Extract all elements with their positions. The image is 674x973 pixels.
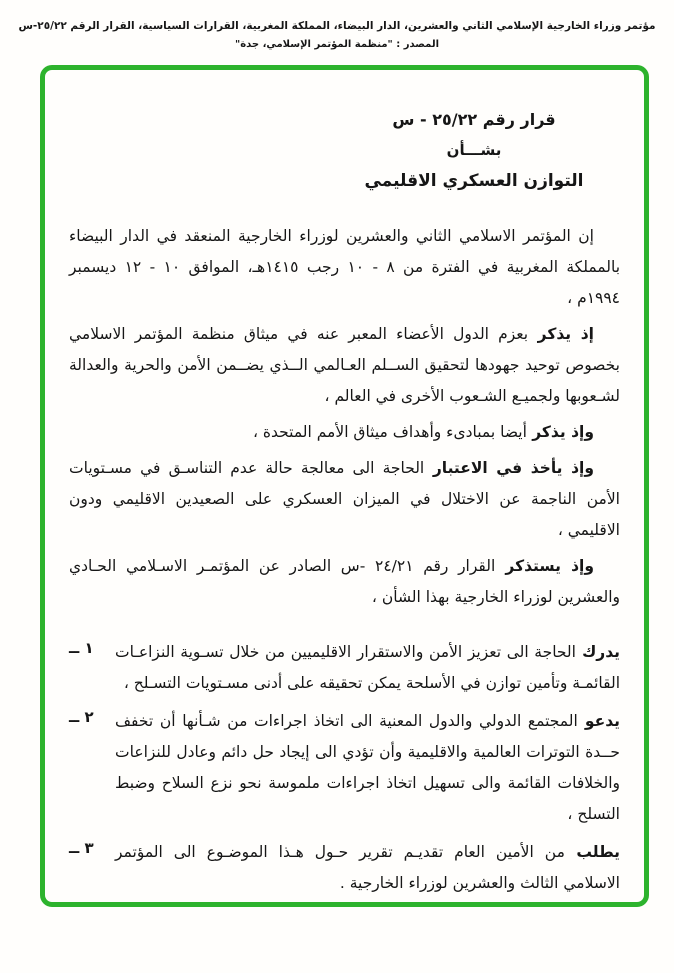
preamble-paragraph: وإذ يذكر أيضا بمبادىء وأهداف ميثاق الأمم المتحدة ، (252, 423, 594, 441)
green-frame (40, 65, 649, 907)
item-number: ٣ ــ (69, 839, 94, 857)
item-lead: يطلب (564, 843, 620, 861)
operative-item (69, 837, 620, 899)
paragraph-lead: وإذ يستذكر (495, 557, 595, 575)
resolution-subject: التوازن العسكري الاقليمي (364, 171, 584, 191)
preamble-paragraph: وإذ يستذكر القرار رقم ٢٤/٢١ -س الصادر عن المؤتمـر الاسـلامي الحـادي والعشرين لوزراء الخارجية بهذا الشأن ، (69, 557, 620, 606)
doc-source-publisher: المصدر : "منظمة المؤتمر الإسلامي، جدة" (234, 39, 439, 50)
resolution-number: قرار رقم ٢٥/٢٢ - س (392, 110, 556, 129)
paragraph-lead: وإذ يذكر (526, 423, 594, 441)
doc-source-header (0, 0, 674, 50)
item-text: يطلب من الأمين العام تقديـم تقرير حـول هـذا الموضـوع الى المؤتمر الاسلامي الثالث والعشرين لوزراء الخارجية . (115, 843, 620, 892)
item-text: يدرك الحاجة الى تعزيز الأمن والاستقرار الاقليميين من خلال تسـوية النزاعـات القائمـة وتأمين توازن في الأسلحة يمكن تحقيقه على أدنى مسـتويات التسـلح ، (115, 643, 620, 692)
operative-item (69, 637, 620, 699)
preamble-paragraph: إن المؤتمر الاسلامي الثاني والعشرين لوزراء الخارجية المنعقد في الدار البيضاء بالمملكة المغربية في الفترة من ٨ - ١٠ رجب ١٤١٥هـ، الموافق ١٠ - ١٢ ديسمبر ١٩٩٤م ، (69, 227, 621, 307)
item-lead: يدرك (575, 643, 620, 661)
item-lead: يدعو (577, 712, 620, 730)
item-number: ١ ــ (69, 639, 94, 657)
resolution-heading (334, 110, 614, 191)
regarding-label: بشـــأن (446, 141, 502, 159)
preamble-paragraph: وإذ يأخذ في الاعتبار الحاجة الى معالجة حالة عدم التناسـق في مسـتويات الأمن الناجمة عن الاختلال في الميزان العسكري على الصعيدين الاقليمي ودون الاقليمي ، (69, 459, 620, 539)
preamble-section (69, 221, 620, 613)
operative-item (69, 706, 620, 830)
item-text: يدعو المجتمع الدولي والدول المعنية الى اتخاذ اجراءات من شـأنها أن تخفف حــدة التوترات العالمية والاقليمية وأن تؤدي الى إيجاد حل دائم وعادل للنزاعات والخلافات القائمة والى تسهيل اتخاذ اجراءات ملموسة نحو نزع السلاح وضبط التسلح ، (115, 712, 620, 823)
paragraph-lead: إذ يذكر (528, 325, 594, 343)
preamble-paragraph: إذ يذكر بعزم الدول الأعضاء المعبر عنه في ميثاق منظمة المؤتمر الاسلامي بخصوص توحيد جهودها لتحقيق الســلم العـالمي الــذي يضــمن الأمن والحرية والعدالة لشـعوبها ولجميـع الشـعوب الأخرى في العالم ، (69, 325, 620, 405)
paragraph-lead: وإذ يأخذ في الاعتبار (424, 459, 594, 477)
operative-items (69, 637, 620, 899)
doc-source-line: مؤتمر وزراء الخارجية الإسلامي الثاني والعشرين، الدار البيضاء، المملكة المغربية، القرارات السياسية، القرار الرقم ٢٥/٢٢-س (18, 20, 656, 32)
item-number: ٢ ــ (69, 708, 94, 726)
